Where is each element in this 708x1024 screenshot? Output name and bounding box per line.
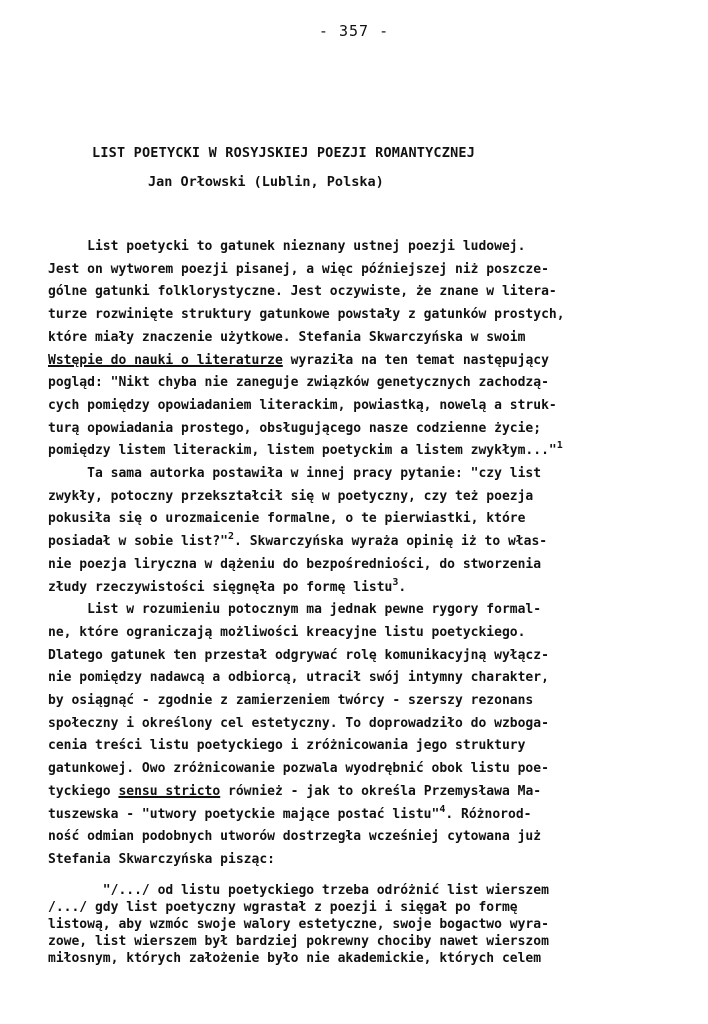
cited-book-title: Wstępie do nauki o literaturze	[48, 352, 283, 368]
text-line: turą opowiadania prostego, obsługującego nasze codzienne życie;	[48, 420, 542, 436]
text-line: nie poezja liryczna w dążeniu do bezpośredniości, do stworzenia	[48, 556, 542, 572]
text-line: społeczny i określony cel estetyczny. To doprowadziło do wzboga-	[48, 715, 549, 731]
article-author: Jan Orłowski (Lublin, Polska)	[148, 174, 384, 190]
quote-line: zowe, list wierszem był bardziej pokrewny chociby nawet wierszom	[48, 934, 549, 949]
text-line: Ta sama autorka postawiła w innej pracy pytanie: "czy list	[48, 466, 542, 482]
text-line: Jest on wytworem poezji pisanej, a więc późniejszej niż poszcze-	[48, 261, 549, 277]
text-line: pomiędzy listem literackim, listem poetyckim a listem zwykłym..."$^1$	[48, 440, 563, 459]
latin-term: sensu stricto	[118, 783, 221, 799]
text-line: cych pomiędzy opowiadaniem literackim, powiastką, nowelą a struk-	[48, 397, 557, 413]
page-number: - 357 -	[318, 22, 390, 40]
text-line: zwykły, potoczny przekształcił się w poetyczny, czy też poezja	[48, 488, 534, 504]
text-line: posiadał w sobie list?"$^2$. Skwarczyńska wyraża opinię iż to włas-	[48, 531, 548, 550]
quote-line: "/.../ od listu poetyckiego trzeba odróżnić list wierszem	[48, 883, 549, 898]
text-line: Stefania Skwarczyńska pisząc:	[48, 851, 275, 867]
quote-line: miłosnym, których założenie było nie akademickie, których celem	[48, 951, 542, 966]
text-line: tyckiego sensu stricto również - jak to określa Przemysława Ma-	[48, 783, 542, 799]
quote-line: /.../ gdy list poetyczny wgrastał z poezji i sięgał po formę	[48, 900, 518, 915]
article-title: LIST POETYCKI W ROSYJSKIEJ POEZJI ROMANTYCZNEJ	[92, 145, 476, 161]
text-line: nie pomiędzy nadawcą a odbiorcą, utracił swój intymny charakter,	[48, 670, 549, 686]
text-line: List w rozumieniu potocznym ma jednak pewne rygory formal-	[48, 602, 542, 618]
quote-line: listową, aby wzmóc swoje walory estetyczne, swoje bogactwo wyra-	[48, 917, 549, 932]
block-quote	[48, 882, 674, 967]
footnote-marker-1: 1	[556, 440, 563, 452]
footnote-marker-4: 4	[439, 803, 446, 815]
text-line: List poetycki to gatunek nieznany ustnej poezji ludowej.	[48, 239, 526, 254]
text-line: ność odmian podobnych utworów dostrzegła wcześniej cytowana już	[48, 829, 542, 845]
footnote-marker-3: 3	[392, 576, 399, 588]
text-line: ne, które ograniczają możliwości kreacyjne listu poetyckiego.	[48, 624, 526, 640]
footnote-marker-2: 2	[228, 531, 235, 543]
text-line: cenia treści listu poetyckiego i zróżnicowania jego struktury	[48, 738, 526, 754]
article-body	[48, 236, 674, 872]
text-line: gólne gatunki folklorystyczne. Jest oczywiste, że znane w litera-	[48, 284, 557, 300]
text-line: pokusiła się o urozmaicenie formalne, o te pierwiastki, które	[48, 511, 526, 527]
text-line: Dlatego gatunek ten przestał odgrywać rolę komunikacyjną wyłącz-	[48, 647, 549, 663]
text-line: tuszewska - "utwory poetyckie mające postać listu"$^4$. Różnorod-	[48, 803, 532, 822]
text-line: by osiągnąć - zgodnie z zamierzeniem twórcy - szerszy rezonans	[48, 693, 534, 709]
text-line: złudy rzeczywistości sięgnęła po formę listu$^3$.	[48, 576, 407, 595]
text-line: pogląd: "Nikt chyba nie zaneguje związków genetycznych zachodzą-	[48, 375, 549, 391]
text-line: które miały znaczenie użytkowe. Stefania Skwarczyńska w swoim	[48, 329, 526, 345]
text-line: gatunkowej. Owo zróżnicowanie pozwala wyodrębnić obok listu poe-	[48, 761, 549, 777]
text-line: Wstępie do nauki o literaturze wyraziła na ten temat następujący	[48, 352, 549, 368]
text-line: turze rozwinięte struktury gatunkowe powstały z gatunków prostych,	[48, 307, 565, 323]
